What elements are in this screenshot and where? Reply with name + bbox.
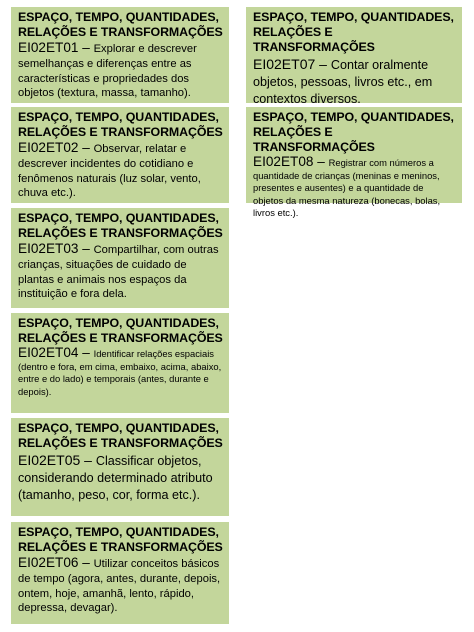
code-separator: – [78,241,94,256]
objective-code: EI02ET07 [253,56,316,72]
objective-card-ei02et04 [11,313,229,413]
card-body [18,41,223,101]
objective-code: EI02ET04 [18,345,79,360]
objective-code: EI02ET08 [253,154,314,169]
card-heading: ESPAÇO, TEMPO, QUANTIDADES, RELAÇÕES E TRANSFORMAÇÕES [253,110,454,154]
objective-card-ei02et07 [246,7,462,106]
card-body [18,242,223,302]
card-body [18,141,223,201]
code-separator: – [80,452,96,468]
objective-card-ei02et01 [11,7,229,103]
card-body [253,156,456,220]
code-separator: – [78,40,94,55]
card-body [253,56,456,107]
card-heading: ESPAÇO, TEMPO, QUANTIDADES, RELAÇÕES E TRANSFORMAÇÕES [18,110,223,139]
code-separator: – [313,154,329,169]
card-body [18,556,223,616]
code-separator: – [78,555,94,570]
objective-description: Identificar relações espaciais (dentro e fora, em cima, embaixo, acima, abaixo, entre e do lado) e temporais (antes, durante e depois). [18,348,222,397]
objective-description: Explorar e descrever semelhanças e diferenças entre as características e propriedades dos objetos (textura, massa, tamanho). [18,43,197,100]
card-body [18,452,223,503]
objective-card-ei02et02 [11,107,229,203]
card-heading: ESPAÇO, TEMPO, QUANTIDADES, RELAÇÕES E TRANSFORMAÇÕES [18,10,223,39]
card-heading: ESPAÇO, TEMPO, QUANTIDADES, RELAÇÕES E TRANSFORMAÇÕES [18,525,223,554]
card-heading: ESPAÇO, TEMPO, QUANTIDADES, RELAÇÕES E TRANSFORMAÇÕES [18,211,223,240]
objective-code: EI02ET02 [18,140,79,155]
code-separator: – [78,140,94,155]
card-heading: ESPAÇO, TEMPO, QUANTIDADES, RELAÇÕES E TRANSFORMAÇÕES [18,421,223,450]
card-body [18,347,223,398]
card-heading: ESPAÇO, TEMPO, QUANTIDADES, RELAÇÕES E TRANSFORMAÇÕES [18,316,223,345]
objective-description: Contar oralmente objetos, pessoas, livros etc., em contextos diversos. [253,58,433,106]
objective-card-ei02et05 [11,418,229,516]
objective-code: EI02ET03 [18,241,79,256]
objective-code: EI02ET01 [18,40,79,55]
objective-card-ei02et06 [11,522,229,624]
objective-description: Classificar objetos, considerando determinado atributo (tamanho, peso, cor, forma etc.). [18,454,213,502]
objective-card-ei02et08 [246,107,462,219]
objective-code: EI02ET06 [18,555,79,570]
objective-description: Registrar com números a quantidade de crianças (meninas e meninos, presentes e ausentes) e a quantidade de objetos da mesma natureza (bonecas, bolas, livros etc.). [253,157,441,219]
objective-card-ei02et03 [11,208,229,308]
code-separator: – [78,345,94,360]
card-heading: ESPAÇO, TEMPO, QUANTIDADES, RELAÇÕES E TRANSFORMAÇÕES [253,10,454,54]
objective-description: Utilizar conceitos básicos de tempo (agora, antes, durante, depois, ontem, hoje, amanhã, lento, rápido, depressa, devagar). [18,558,221,615]
objective-description: Observar, relatar e descrever incidentes do cotidiano e fenômenos naturais (luz solar, vento, chuva etc.). [18,143,201,200]
code-separator: – [315,56,331,72]
objective-code: EI02ET05 [18,452,81,468]
objective-description: Compartilhar, com outras crianças, situações de cuidado de plantas e animais nos espaços da instituição e fora dela. [18,244,219,301]
